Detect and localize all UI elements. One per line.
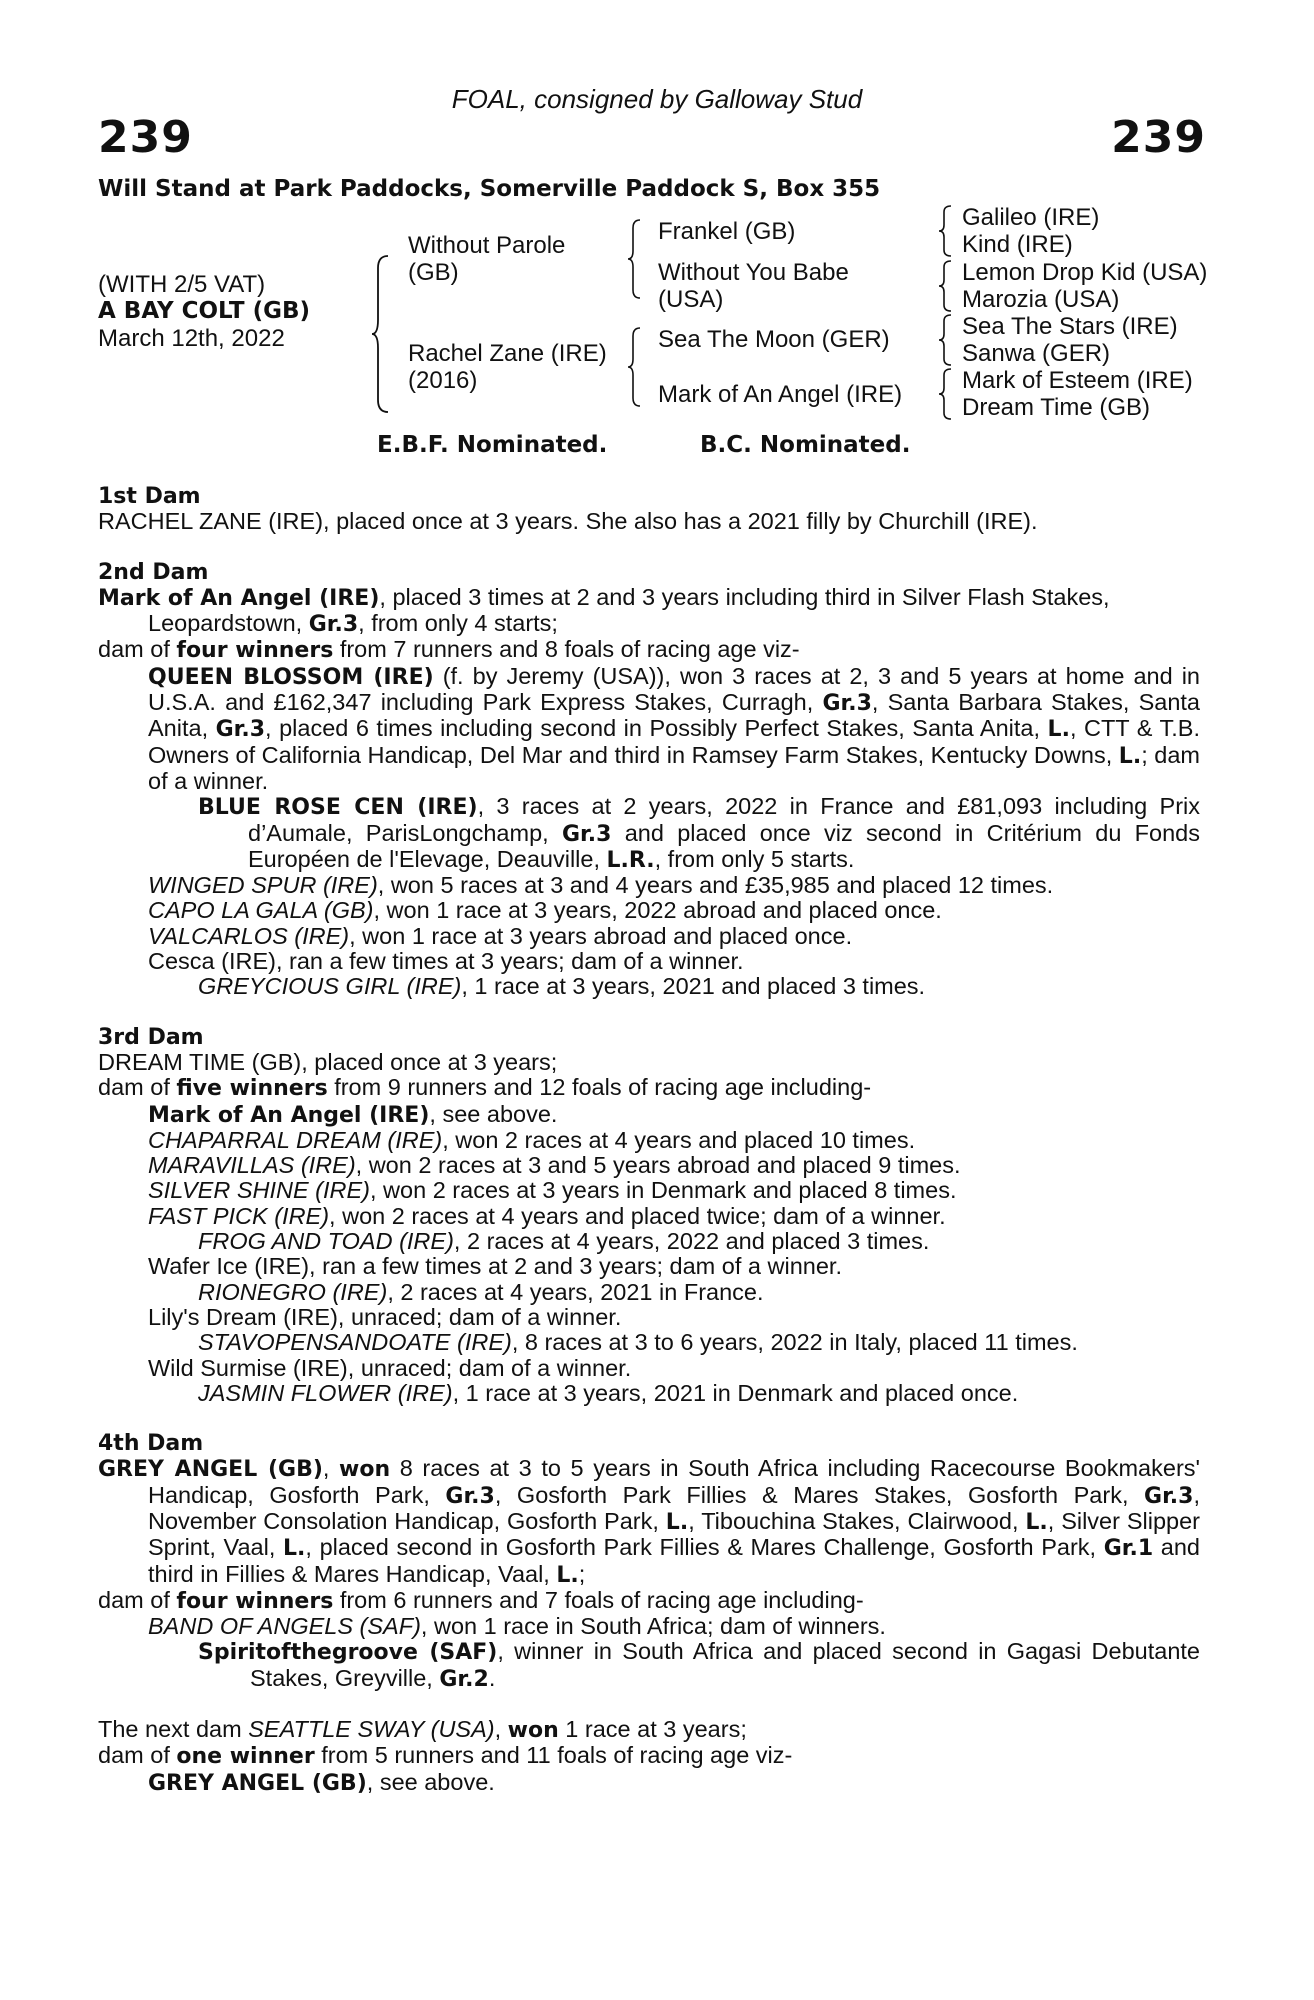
ebf-nomination: E.B.F. Nominated. xyxy=(377,432,608,458)
pedigree-dam-line1: Rachel Zane (IRE) xyxy=(408,340,607,367)
entry-text: , Tibouchina Stakes, Clairwood, xyxy=(688,1507,1026,1534)
cesca-entry: Cesca (IRE), ran a few times at 3 years; dam of a winner. xyxy=(148,948,744,975)
spiritofthegroove-entry xyxy=(98,1639,1200,1692)
pedigree-sire-line1: Without Parole xyxy=(408,232,566,259)
first-dam-section xyxy=(98,484,1200,535)
capo-la-gala-entry xyxy=(98,898,1200,923)
vat-note: (WITH 2/5 VAT) xyxy=(98,271,266,298)
grade-label: Gr.2 xyxy=(439,1666,489,1692)
entry-text: . xyxy=(488,1664,496,1691)
entry-text: , won 1 race at 3 years abroad and placed once. xyxy=(349,922,853,949)
pedigree-sire-dam-line2: (USA) xyxy=(658,286,724,313)
first-dam-text: RACHEL ZANE (IRE), placed once at 3 years. She also has a 2021 filly by Churchill (IRE). xyxy=(98,508,1038,535)
stand-location: Will Stand at Park Paddocks, Somerville Paddock S, Box 355 xyxy=(98,176,881,202)
entry-text: , Gosforth Park Fillies & Mares Stakes, Gosforth Park, xyxy=(494,1481,1145,1508)
listed-label: L. xyxy=(1047,717,1070,743)
frog-and-toad-entry xyxy=(98,1229,1200,1254)
horse-name: FROG AND TOAD (IRE) xyxy=(198,1228,454,1255)
grade-label: Gr.3 xyxy=(308,612,359,638)
third-dam-heading: 3rd Dam xyxy=(98,1024,204,1050)
fourth-dam-produce-summary xyxy=(98,1588,1200,1614)
second-dam-text-2: Leopardstown, xyxy=(148,610,309,637)
entry-text: , November Consolation Handicap, Gosforth Park, xyxy=(148,1481,1200,1534)
grade-label: Gr.3 xyxy=(561,821,612,847)
entry-text: , 1 race at 3 years, 2021 in Denmark and placed once. xyxy=(452,1379,1019,1406)
horse-name: GREY ANGEL (GB) xyxy=(148,1770,367,1796)
pedigree-brace-dd xyxy=(938,367,954,421)
winners-count: one winner xyxy=(176,1744,315,1770)
damof-text-2: from 6 runners and 7 foals of racing age including- xyxy=(333,1586,864,1613)
grade-label: Gr.1 xyxy=(1103,1536,1154,1562)
entry-text: , placed 6 times including second in Possibly Perfect Stakes, Santa Anita, xyxy=(265,715,1048,742)
entry-text: , see above. xyxy=(429,1100,558,1127)
fast-pick-entry xyxy=(98,1204,1200,1229)
entry-text: , won 2 races at 3 and 5 years abroad and placed 9 times. xyxy=(355,1152,961,1179)
damof-text: dam of xyxy=(98,1742,177,1769)
third-dam-section xyxy=(98,1025,1200,1406)
pedigree-brace-sd xyxy=(938,259,954,313)
entry-text: 8 races at 3 to 5 years in South Africa including Racecourse Bookmakers' Handicap, Gosforth Park, xyxy=(148,1455,1201,1508)
entry-text: , placed second in Gosforth Park Fillies & Mares Challenge, Gosforth Park, xyxy=(305,1534,1104,1561)
pedigree-sire-line2: (GB) xyxy=(408,259,459,286)
winged-spur-entry xyxy=(98,873,1200,898)
second-dam-entry-line1 xyxy=(98,585,1200,611)
winners-count: four winners xyxy=(176,638,334,664)
entry-text: , xyxy=(494,1716,508,1743)
foal-dob: March 12th, 2022 xyxy=(98,325,285,352)
first-dam-heading: 1st Dam xyxy=(98,484,201,509)
pedigree-dam-line2: (2016) xyxy=(408,367,478,394)
wafer-ice-entry: Wafer Ice (IRE), ran a few times at 2 and 3 years; dam of a winner. xyxy=(148,1253,842,1280)
entry-text: , won 1 race at 3 years, 2022 abroad and placed once. xyxy=(373,897,942,924)
entry-text: 1 race at 3 years; xyxy=(558,1716,747,1743)
listed-label: L.R. xyxy=(606,847,655,873)
entry-text: , xyxy=(322,1455,340,1482)
pedigree-sdd: Marozia (USA) xyxy=(962,286,1120,313)
listed-label: L. xyxy=(283,1536,306,1562)
entry-text: , see above. xyxy=(366,1768,495,1795)
horse-name: GREY ANGEL (GB) xyxy=(98,1457,323,1483)
entry-text: , Santa Barbara Stakes, Santa Anita, xyxy=(148,689,1200,742)
entry-text: and placed once viz second in Critérium du Fonds Européen de l'Elevage, Deauville, xyxy=(248,819,1200,872)
pedigree-brace-dam xyxy=(627,326,643,408)
horse-name: VALCARLOS (IRE) xyxy=(148,922,350,949)
greycious-girl-entry xyxy=(98,974,1200,999)
pedigree-dam-sire: Sea The Moon (GER) xyxy=(658,326,890,353)
horse-name: MARAVILLAS (IRE) xyxy=(148,1152,356,1179)
entry-text: , 3 races at 2 years, 2022 in France and £81,093 including Prix d’Aumale, ParisLongchamp, xyxy=(248,793,1200,846)
second-dam-name: Mark of An Angel (IRE) xyxy=(98,585,380,611)
jasmin-flower-entry xyxy=(98,1381,1200,1406)
band-of-angels-entry xyxy=(98,1614,1200,1639)
fourth-dam-heading: 4th Dam xyxy=(98,1431,204,1457)
pedigree-brace-sire xyxy=(627,218,643,300)
horse-name: JASMIN FLOWER (IRE) xyxy=(198,1379,453,1406)
blue-rose-cen-name: BLUE ROSE CEN (IRE) xyxy=(198,795,478,821)
second-dam-produce-summary xyxy=(98,637,1200,663)
entry-text: ; xyxy=(578,1560,586,1587)
grade-label: Gr.3 xyxy=(1144,1483,1194,1509)
entry-text: , won 2 races at 3 years in Denmark and placed 8 times. xyxy=(370,1177,957,1204)
next-dam-produce-summary xyxy=(98,1743,1200,1769)
entry-text: , from only 5 starts. xyxy=(654,845,855,872)
grey-angel-ref-entry xyxy=(98,1770,1200,1796)
maravillas-entry xyxy=(98,1153,1200,1178)
blue-rose-cen-entry xyxy=(98,794,1200,873)
horse-name: BAND OF ANGELS (SAF) xyxy=(148,1613,421,1640)
second-dam-text-3: , from only 4 starts; xyxy=(358,610,558,637)
horse-name: SEATTLE SWAY (USA) xyxy=(248,1716,495,1743)
silver-shine-entry xyxy=(98,1178,1200,1203)
entry-text: , 8 races at 3 to 6 years, 2022 in Italy, placed 11 times. xyxy=(511,1329,1078,1356)
next-dam-section xyxy=(98,1717,1200,1796)
grade-label: Gr.3 xyxy=(822,691,872,717)
second-dam-section xyxy=(98,560,1200,1000)
stavopensandoate-entry xyxy=(98,1330,1200,1355)
damof-text: dam of xyxy=(98,636,177,663)
grey-angel-entry xyxy=(98,1456,1200,1587)
queen-blossom-entry xyxy=(98,664,1200,794)
second-dam-entry-line2 xyxy=(98,611,1200,637)
entry-text: , winner in South Africa and placed second in Gagasi Debutante Stakes, Greyville, xyxy=(250,1638,1200,1691)
pedigree-dam-dam: Mark of An Angel (IRE) xyxy=(658,381,903,408)
bc-nomination: B.C. Nominated. xyxy=(700,432,911,458)
listed-label: L. xyxy=(1118,743,1142,769)
pedigree-sire-sire: Frankel (GB) xyxy=(658,218,796,245)
won-label: won xyxy=(507,1718,559,1744)
consignment-line: FOAL, consigned by Galloway Stud xyxy=(451,84,863,114)
pedigree-dss: Sea The Stars (IRE) xyxy=(962,313,1178,340)
mark-of-an-angel-entry xyxy=(98,1102,1200,1128)
damof-text: dam of xyxy=(98,1586,177,1613)
pedigree-sss: Galileo (IRE) xyxy=(962,204,1100,231)
listed-label: L. xyxy=(1025,1509,1048,1535)
second-dam-text: , placed 3 times at 2 and 3 years including third in Silver Flash Stakes, xyxy=(379,583,1110,610)
horse-name: Spiritofthegroove (SAF) xyxy=(198,1640,498,1666)
pedigree-ssd: Kind (IRE) xyxy=(962,231,1073,258)
entry-text: , won 5 races at 3 and 4 years and £35,985 and placed 12 times. xyxy=(377,872,1054,899)
pedigree-dds: Mark of Esteem (IRE) xyxy=(962,367,1193,394)
entry-text: , 2 races at 4 years, 2021 in France. xyxy=(387,1278,764,1305)
entry-text: , 2 races at 4 years, 2022 and placed 3 times. xyxy=(453,1228,930,1255)
catalogue-body xyxy=(98,484,1200,1821)
listed-label: L. xyxy=(665,1509,689,1535)
grade-label: Gr.3 xyxy=(445,1483,495,1509)
damof-text-2: from 7 runners and 8 foals of racing age viz- xyxy=(333,636,800,663)
foal-description: A BAY COLT (GB) xyxy=(98,298,311,324)
horse-name: RIONEGRO (IRE) xyxy=(198,1278,388,1305)
damof-text-2: from 9 runners and 12 foals of racing age including- xyxy=(327,1074,872,1101)
third-dam-entry: DREAM TIME (GB), placed once at 3 years; xyxy=(98,1048,558,1075)
entry-text: , Silver Slipper Sprint, Vaal, xyxy=(148,1507,1201,1561)
winners-count: five winners xyxy=(176,1076,328,1102)
horse-name: GREYCIOUS GIRL (IRE) xyxy=(198,973,462,1000)
entry-text: and third in Fillies & Mares Handicap, Vaal, xyxy=(148,1534,1200,1587)
second-dam-heading: 2nd Dam xyxy=(98,559,209,585)
damof-text: dam of xyxy=(98,1074,177,1101)
entry-text: , won 2 races at 4 years and placed twice; dam of a winner. xyxy=(329,1202,946,1229)
winners-count: four winners xyxy=(176,1588,334,1614)
entry-text: , won 1 race in South Africa; dam of winners. xyxy=(420,1613,886,1640)
next-dam-entry xyxy=(98,1717,1200,1743)
wild-surmise-entry: Wild Surmise (IRE), unraced; dam of a winner. xyxy=(148,1354,632,1381)
valcarlos-entry xyxy=(98,924,1200,949)
horse-name: Mark of An Angel (IRE) xyxy=(148,1102,430,1128)
horse-name: WINGED SPUR (IRE) xyxy=(148,872,378,899)
rionegro-entry xyxy=(98,1280,1200,1305)
pedigree-sds: Lemon Drop Kid (USA) xyxy=(962,259,1208,286)
pedigree-sire-dam-line1: Without You Babe xyxy=(658,259,849,286)
entry-text: , 1 race at 3 years, 2021 and placed 3 times. xyxy=(461,973,926,1000)
entry-text: , won 2 races at 4 years and placed 10 times. xyxy=(442,1126,916,1153)
queen-blossom-name: QUEEN BLOSSOM (IRE) xyxy=(148,664,434,690)
lot-number-right: 239 xyxy=(1111,112,1206,163)
entry-text: The next dam xyxy=(98,1716,249,1743)
horse-name: SILVER SHINE (IRE) xyxy=(148,1177,370,1204)
pedigree-ddd: Dream Time (GB) xyxy=(962,394,1151,421)
chaparral-dream-entry xyxy=(98,1128,1200,1153)
won-label: won xyxy=(339,1457,391,1483)
lot-number-left: 239 xyxy=(98,112,193,163)
fourth-dam-section xyxy=(98,1431,1200,1692)
pedigree-brace-parents xyxy=(370,254,392,414)
horse-name: FAST PICK (IRE) xyxy=(148,1202,330,1229)
horse-name: CAPO LA GALA (GB) xyxy=(148,897,374,924)
horse-name: STAVOPENSANDOATE (IRE) xyxy=(198,1329,512,1356)
pedigree-dsd: Sanwa (GER) xyxy=(962,340,1111,367)
pedigree-brace-ss xyxy=(938,204,954,258)
listed-label: L. xyxy=(556,1562,579,1588)
entry-text: (f. by Jeremy (USA)), won 3 races at 2, 3 and 5 years at home and in U.S.A. and £162,347 including Park Express Stakes, Curragh, xyxy=(148,662,1200,716)
third-dam-produce-summary xyxy=(98,1075,1200,1101)
entry-text: , CTT & T.B. Owners of California Handicap, Del Mar and third in Ramsey Farm Stakes, Kentucky Downs, xyxy=(148,715,1200,768)
lilys-dream-entry: Lily's Dream (IRE), unraced; dam of a winner. xyxy=(148,1303,622,1330)
damof-text-2: from 5 runners and 11 foals of racing age viz- xyxy=(314,1742,793,1769)
horse-name: CHAPARRAL DREAM (IRE) xyxy=(148,1126,443,1153)
pedigree-brace-ds xyxy=(938,313,954,367)
grade-label: Gr.3 xyxy=(215,717,266,743)
entry-text: ; dam of a winner. xyxy=(148,741,1200,794)
